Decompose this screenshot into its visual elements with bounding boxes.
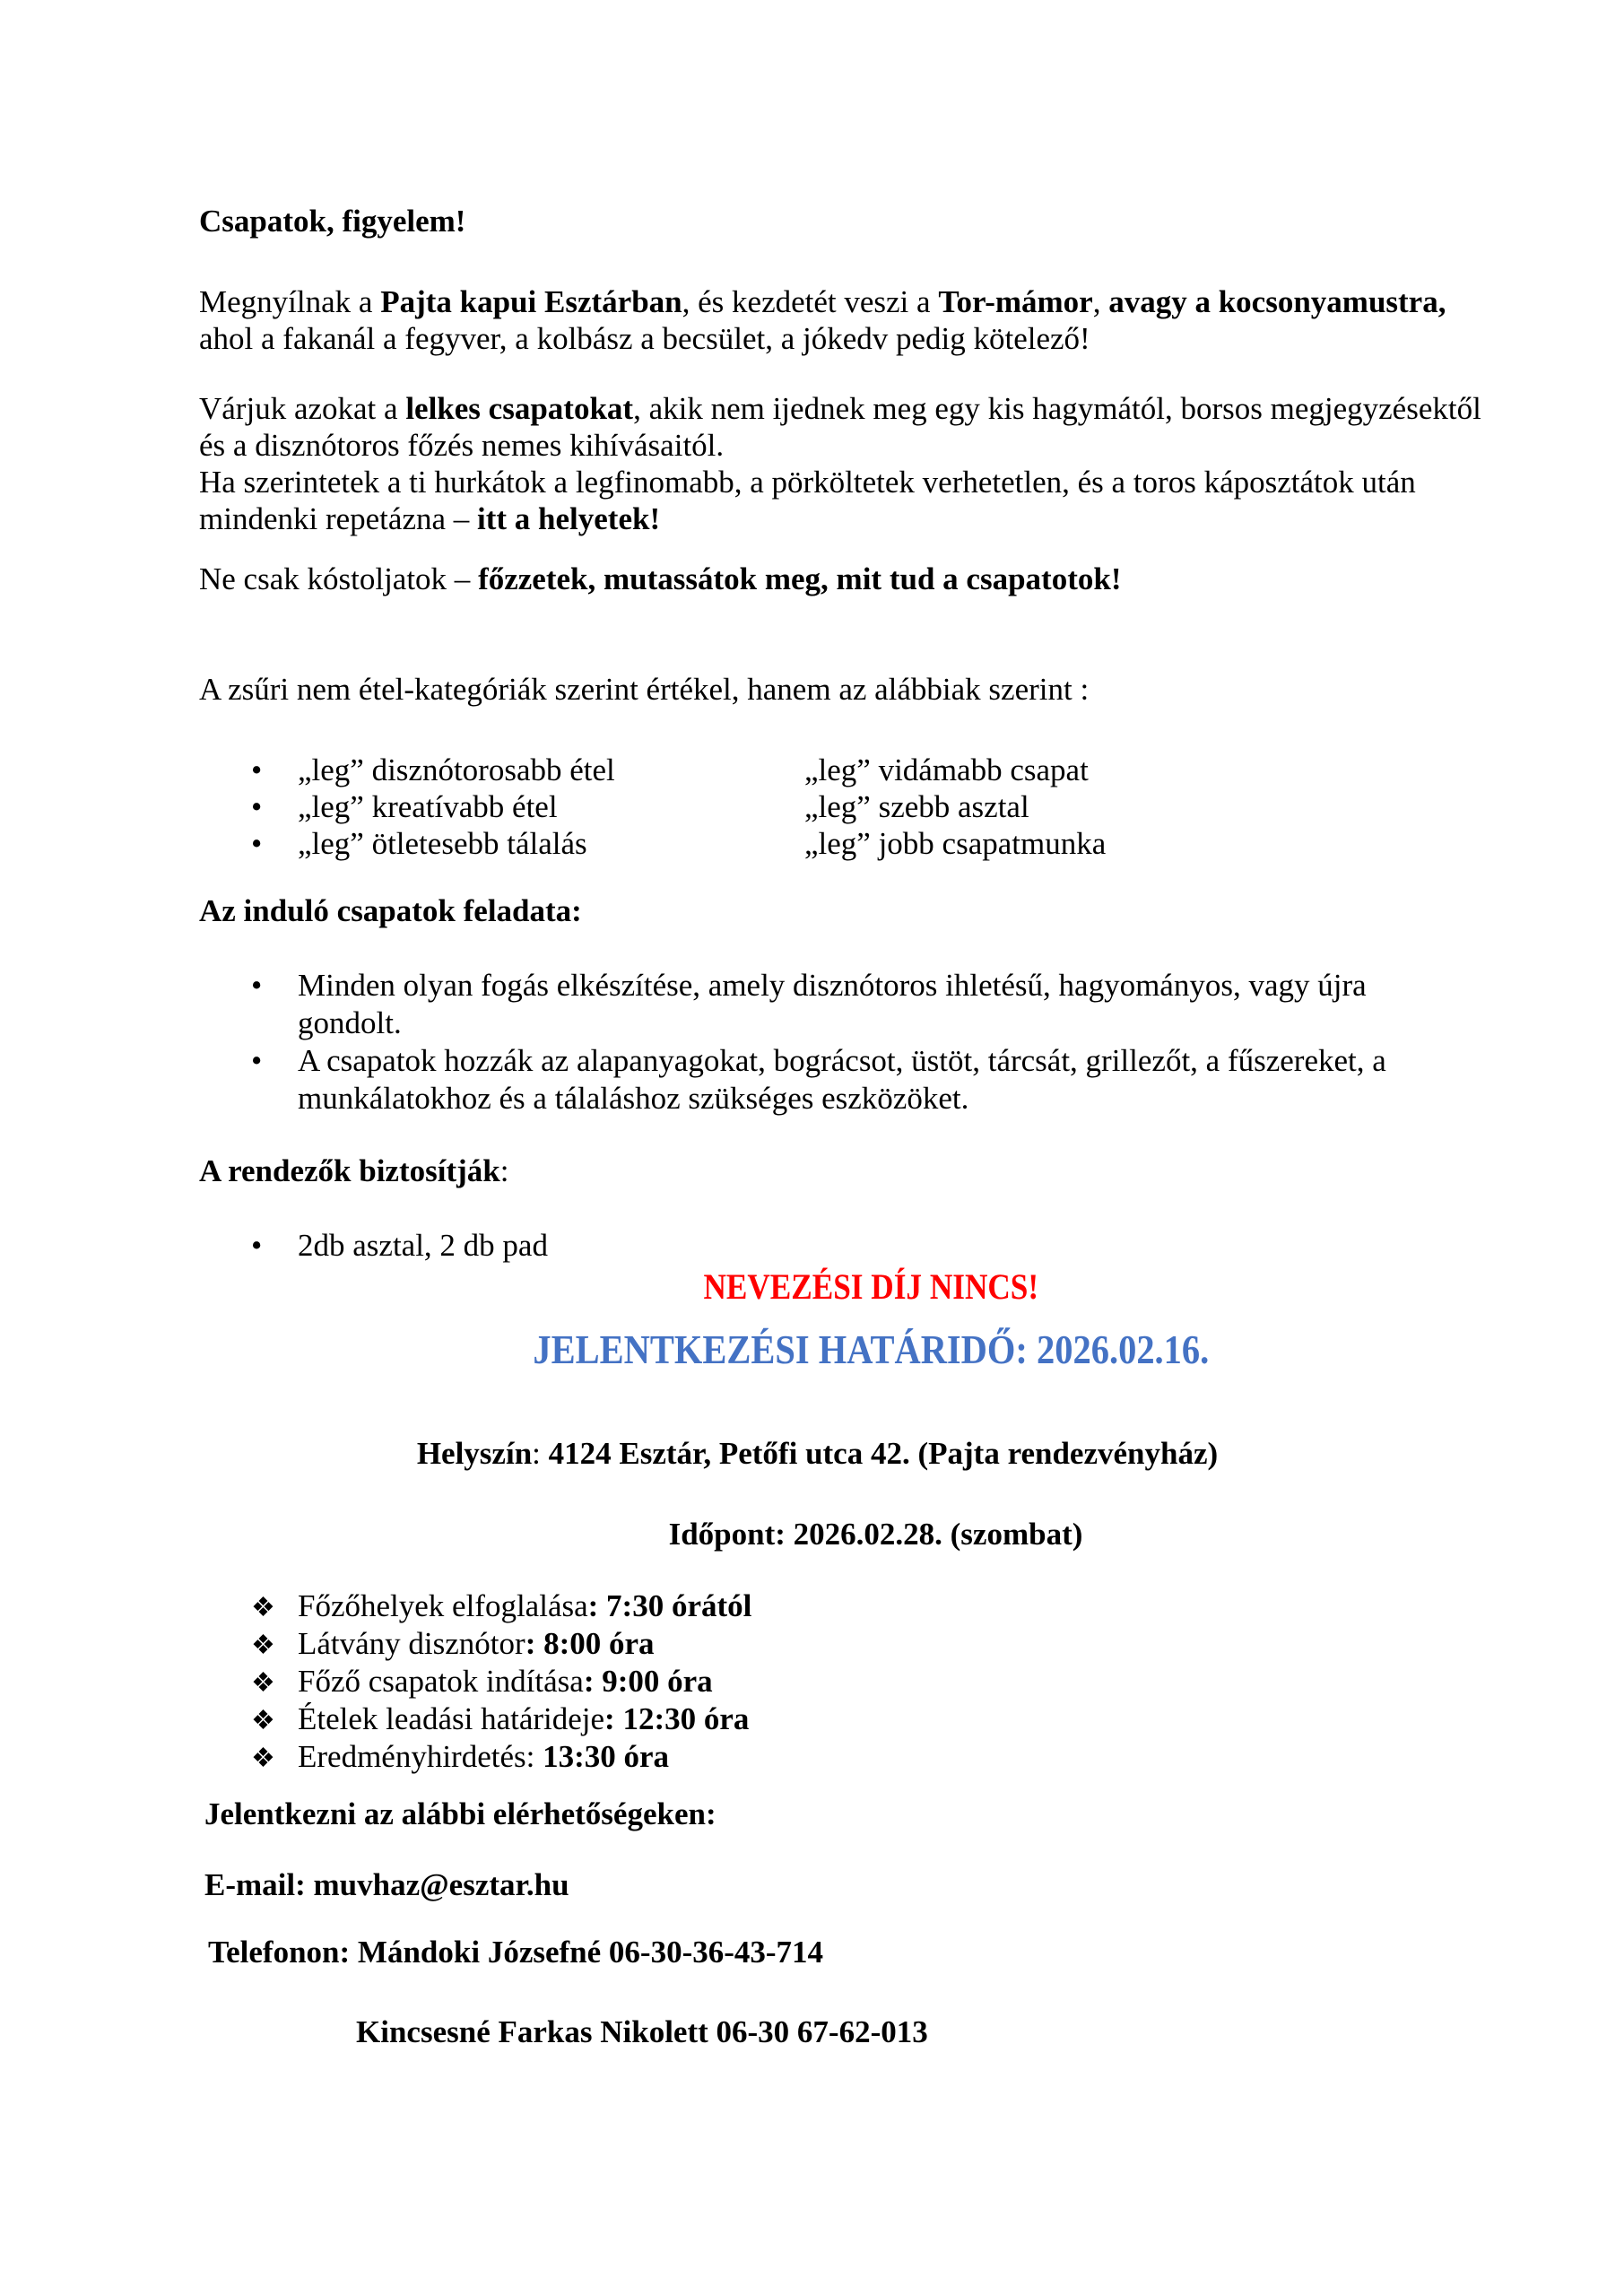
invite-paragraph	[199, 390, 1481, 464]
intro-line-1: Megnyílnak a Pajta kapui Esztárban, és kezdetét veszi a Tor-mámor, avagy a kocsonyamustra,	[199, 284, 1446, 319]
schedule-list	[199, 1587, 1436, 1776]
tasks-heading: Az induló csapatok feladata:	[199, 893, 582, 928]
bullet-icon: •	[251, 826, 263, 861]
task-line-1: A csapatok hozzák az alapanyagokat, bográcsot, üstöt, tárcsát, grillezőt, a fűszereket, a	[298, 1043, 1386, 1078]
organizers-heading: A rendezők biztosítják:	[199, 1153, 509, 1188]
schedule-item	[199, 1738, 1436, 1776]
contact-heading: Jelentkezni az alábbi elérhetőségeken:	[204, 1796, 716, 1831]
intro-paragraph	[199, 283, 1446, 357]
award-right: „leg” jobb csapatmunka	[804, 826, 1107, 861]
challenge-line-2: mindenki repetázna – itt a helyetek!	[199, 501, 661, 536]
award-left: „leg” ötletesebb tálalás	[298, 826, 587, 861]
task-item	[199, 1042, 1436, 1118]
application-deadline: JELENTKEZÉSI HATÁRIDŐ: 2026.02.16.	[533, 1326, 1210, 1372]
bullet-icon: •	[251, 968, 263, 1003]
task-line-2: munkálatokhoz és a tálaláshoz szükséges eszközöket.	[298, 1081, 969, 1116]
organizers-list	[199, 1227, 1436, 1264]
diamond-bullet-icon: ❖	[251, 1668, 275, 1698]
invite-challenge-block	[199, 390, 1481, 537]
awards-list	[199, 752, 1436, 862]
bullet-icon: •	[251, 752, 263, 787]
schedule-item	[199, 1663, 1436, 1700]
motto-paragraph: Ne csak kóstoljatok – főzzetek, mutassátok meg, mit tud a csapatotok!	[199, 561, 1122, 596]
diamond-bullet-icon: ❖	[251, 1744, 275, 1773]
document-title: Csapatok, figyelem!	[199, 204, 466, 239]
bullet-icon: •	[251, 789, 263, 824]
schedule-item	[199, 1700, 1436, 1738]
award-right: „leg” vidámabb csapat	[804, 752, 1089, 787]
schedule-label: Eredményhirdetés:	[298, 1739, 543, 1774]
bullet-icon: •	[251, 1228, 263, 1263]
diamond-bullet-icon: ❖	[251, 1706, 275, 1735]
contact-phone-2: Kincsesné Farkas Nikolett 06-30 67-62-013	[356, 2014, 928, 2049]
diamond-bullet-icon: ❖	[251, 1631, 275, 1660]
diamond-bullet-icon: ❖	[251, 1593, 275, 1622]
schedule-label: Látvány disznótor	[298, 1626, 525, 1661]
awards-row	[199, 752, 1436, 788]
awards-row	[199, 788, 1436, 825]
schedule-time: 13:30 óra	[543, 1739, 670, 1774]
schedule-time: : 7:30 órától	[587, 1588, 752, 1623]
award-right: „leg” szebb asztal	[804, 789, 1029, 824]
award-left: „leg” disznótorosabb étel	[298, 752, 615, 787]
schedule-item	[199, 1625, 1436, 1663]
schedule-label: Főző csapatok indítása	[298, 1664, 584, 1699]
bullet-icon: •	[251, 1043, 263, 1078]
award-left: „leg” kreatívabb étel	[298, 789, 558, 824]
intro-line-2: ahol a fakanál a fegyver, a kolbász a becsület, a jókedv pedig kötelező!	[199, 321, 1090, 356]
contact-email: E-mail: muvhaz@esztar.hu	[204, 1867, 569, 1902]
datetime-line: Időpont: 2026.02.28. (szombat)	[668, 1517, 1083, 1552]
organizers-item	[199, 1227, 1436, 1264]
organizers-item-text: 2db asztal, 2 db pad	[298, 1228, 548, 1263]
invite-line-2: és a disznótoros főzés nemes kihívásaitól.	[199, 428, 725, 463]
schedule-time: : 9:00 óra	[583, 1664, 713, 1699]
schedule-label: Főzőhelyek elfoglalása	[298, 1588, 588, 1623]
entry-fee-notice: NEVEZÉSI DÍJ NINCS!	[703, 1266, 1039, 1307]
tasks-list	[199, 967, 1436, 1118]
schedule-time: : 8:00 óra	[525, 1626, 655, 1661]
schedule-item	[199, 1587, 1436, 1625]
jury-intro-paragraph: A zsűri nem étel-kategóriák szerint értékel, hanem az alábbiak szerint :	[199, 672, 1090, 707]
contact-phone-1: Telefonon: Mándoki Józsefné 06-30-36-43-714	[208, 1935, 824, 1970]
schedule-time: : 12:30 óra	[604, 1701, 750, 1736]
location-line: Helyszín: 4124 Esztár, Petőfi utca 42. (Pajta rendezvényház)	[416, 1436, 1219, 1471]
task-line-2: gondolt.	[298, 1005, 402, 1040]
invite-line-1: Várjuk azokat a lelkes csapatokat, akik nem ijednek meg egy kis hagymától, borsos megjegyzésektől	[199, 391, 1481, 426]
task-item	[199, 967, 1436, 1042]
awards-row	[199, 825, 1436, 862]
task-line-1: Minden olyan fogás elkészítése, amely disznótoros ihletésű, hagyományos, vagy újra	[298, 968, 1367, 1003]
challenge-line-1: Ha szerintetek a ti hurkátok a legfinomabb, a pörköltetek verhetetlen, és a toros káposztátok után	[199, 465, 1416, 500]
schedule-label: Ételek leadási határideje	[298, 1701, 605, 1736]
challenge-paragraph	[199, 464, 1436, 537]
